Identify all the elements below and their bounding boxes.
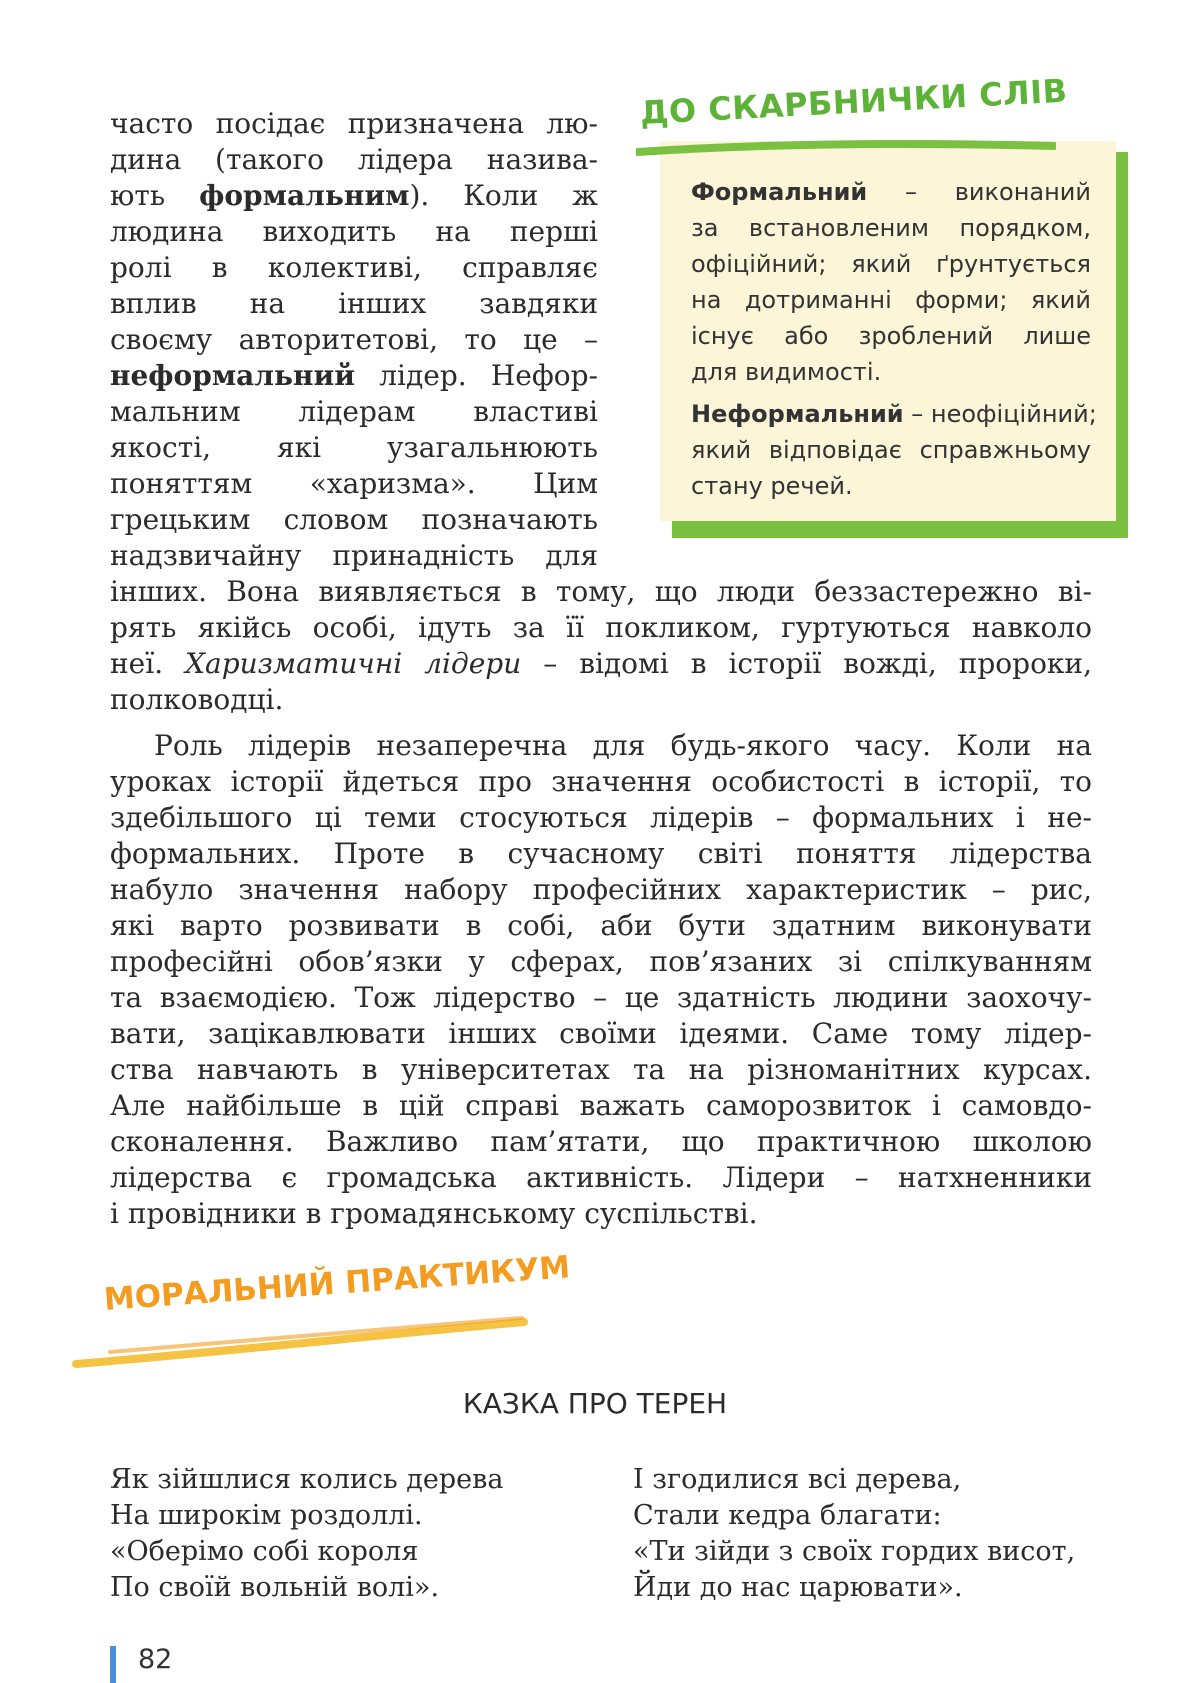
text-line: полководці.	[110, 683, 284, 716]
glossary-line: за встановленим порядком,	[691, 214, 1091, 242]
page-number: 82	[138, 1644, 173, 1675]
text-line: ролі в колективі, справляє	[110, 251, 598, 284]
text-line: набуло значення набору професійних характеристик – рис,	[110, 873, 1092, 906]
text-line: професійні обов’язки у сферах, пов’язаних зі спілкуванням	[110, 945, 1092, 978]
text-line: людина виходить на перші	[110, 215, 598, 248]
text-line: ства навчають в університетах та на різноманітних курсах.	[110, 1053, 1092, 1086]
poem-line: «Ти зійди з своїх гордих висот,	[633, 1536, 1076, 1567]
glossary-line: який відповідає справжньому	[691, 436, 1091, 464]
glossary-line: офіційний; який ґрунтується	[691, 250, 1091, 278]
glossary-formal-term: Формальний	[691, 178, 868, 206]
moral-title-underline	[70, 1314, 530, 1370]
glossary-formal-def: – виконаний	[867, 178, 1091, 206]
poem-line: І згодилися всі дерева,	[633, 1464, 962, 1495]
text-line: мальним лідерам властиві	[110, 395, 598, 428]
text-part: ). Коли ж	[409, 179, 599, 212]
poem-line: По своїй вольній волі».	[110, 1572, 440, 1603]
page-number-bar	[110, 1646, 116, 1683]
moral-practicum-title: МОРАЛЬНИЙ ПРАКТИКУМ	[102, 1249, 572, 1318]
glossary-line: існує або зроблений лише	[691, 322, 1091, 350]
text-line: лідерства є громадська активність. Лідери – натхненники	[110, 1161, 1092, 1194]
poem-title: КАЗКА ПРО ТЕРЕН	[462, 1387, 728, 1420]
text-line: дина (такого лідера назива-	[110, 143, 598, 176]
text-line: якості, які узагальнюють	[110, 431, 598, 464]
text-part: лідер. Нефор-	[355, 359, 598, 392]
poem-line: Стали кедра благати:	[633, 1500, 942, 1531]
text-line: вплив на інших завдяки	[110, 287, 598, 320]
text-line: Роль лідерів незаперечна для будь-якого часу. Коли на	[154, 729, 1092, 762]
text-line: своєму авторитетові, то це –	[110, 323, 598, 356]
glossary-line: стану речей.	[691, 472, 853, 500]
text-line: надзвичайну принадність для	[110, 539, 598, 572]
glossary-informal-line	[691, 396, 1097, 432]
text-line: які варто розвивати в собі, аби бути здатним виконувати	[110, 909, 1092, 942]
text-line: та взаємодією. Тож лідерство – це здатність людини заохочу-	[110, 981, 1092, 1014]
glossary-line: на дотриманні форми; який	[691, 286, 1091, 314]
text-line: Але найбільше в цій справі важать саморозвиток і самовдо-	[110, 1089, 1092, 1122]
poem-line: «Оберімо собі короля	[110, 1536, 419, 1567]
text-line: формальних. Проте в сучасному світі поняття лідерства	[110, 837, 1092, 870]
glossary-line: для видимості.	[691, 358, 882, 386]
text-line	[110, 178, 598, 214]
text-line: інших. Вона виявляється в тому, що люди беззастережно ві-	[110, 575, 1092, 608]
text-line	[110, 358, 598, 394]
text-line: часто посідає призначена лю-	[110, 107, 598, 140]
text-line: поняттям «харизма». Цим	[110, 467, 598, 500]
text-part: – відомі в історії вожді, пророки,	[521, 647, 1092, 680]
text-line: уроках історії йдеться про значення особистості в історії, то	[110, 765, 1092, 798]
text-part: ють	[110, 179, 200, 212]
poem-line: Йди до нас царювати».	[633, 1572, 963, 1603]
glossary-formal-line	[691, 174, 1091, 210]
text-line	[110, 646, 1092, 682]
charismatic-leaders-term: Харизматичні лідери	[185, 647, 522, 680]
text-line: і провідники в громадянському суспільстві.	[110, 1197, 758, 1230]
text-line: здебільшого ці теми стосуються лідерів – формальних і не-	[110, 801, 1092, 834]
glossary-title-underline	[636, 140, 1056, 156]
glossary-informal-def: – неофіційний;	[903, 400, 1097, 428]
text-line: сконалення. Важливо пам’ятати, що практичною школою	[110, 1125, 1092, 1158]
glossary-informal-term: Неформальний	[691, 400, 904, 428]
informal-term-inline: неформальний	[110, 359, 356, 392]
text-line: вати, зацікавлювати інших своїми ідеями. Саме тому лідер-	[110, 1017, 1092, 1050]
text-line: грецьким словом позначають	[110, 503, 598, 536]
poem-line: Як зійшлися колись дерева	[110, 1464, 504, 1495]
text-line: рять якійсь особі, ідуть за її покликом, гуртуються навколо	[110, 611, 1092, 644]
text-part: неї.	[110, 647, 186, 680]
poem-line: На широкім роздоллі.	[110, 1500, 423, 1531]
formal-term-inline: формальним	[199, 179, 410, 212]
glossary-title: ДО СКАРБНИЧКИ СЛІВ	[639, 71, 1069, 132]
